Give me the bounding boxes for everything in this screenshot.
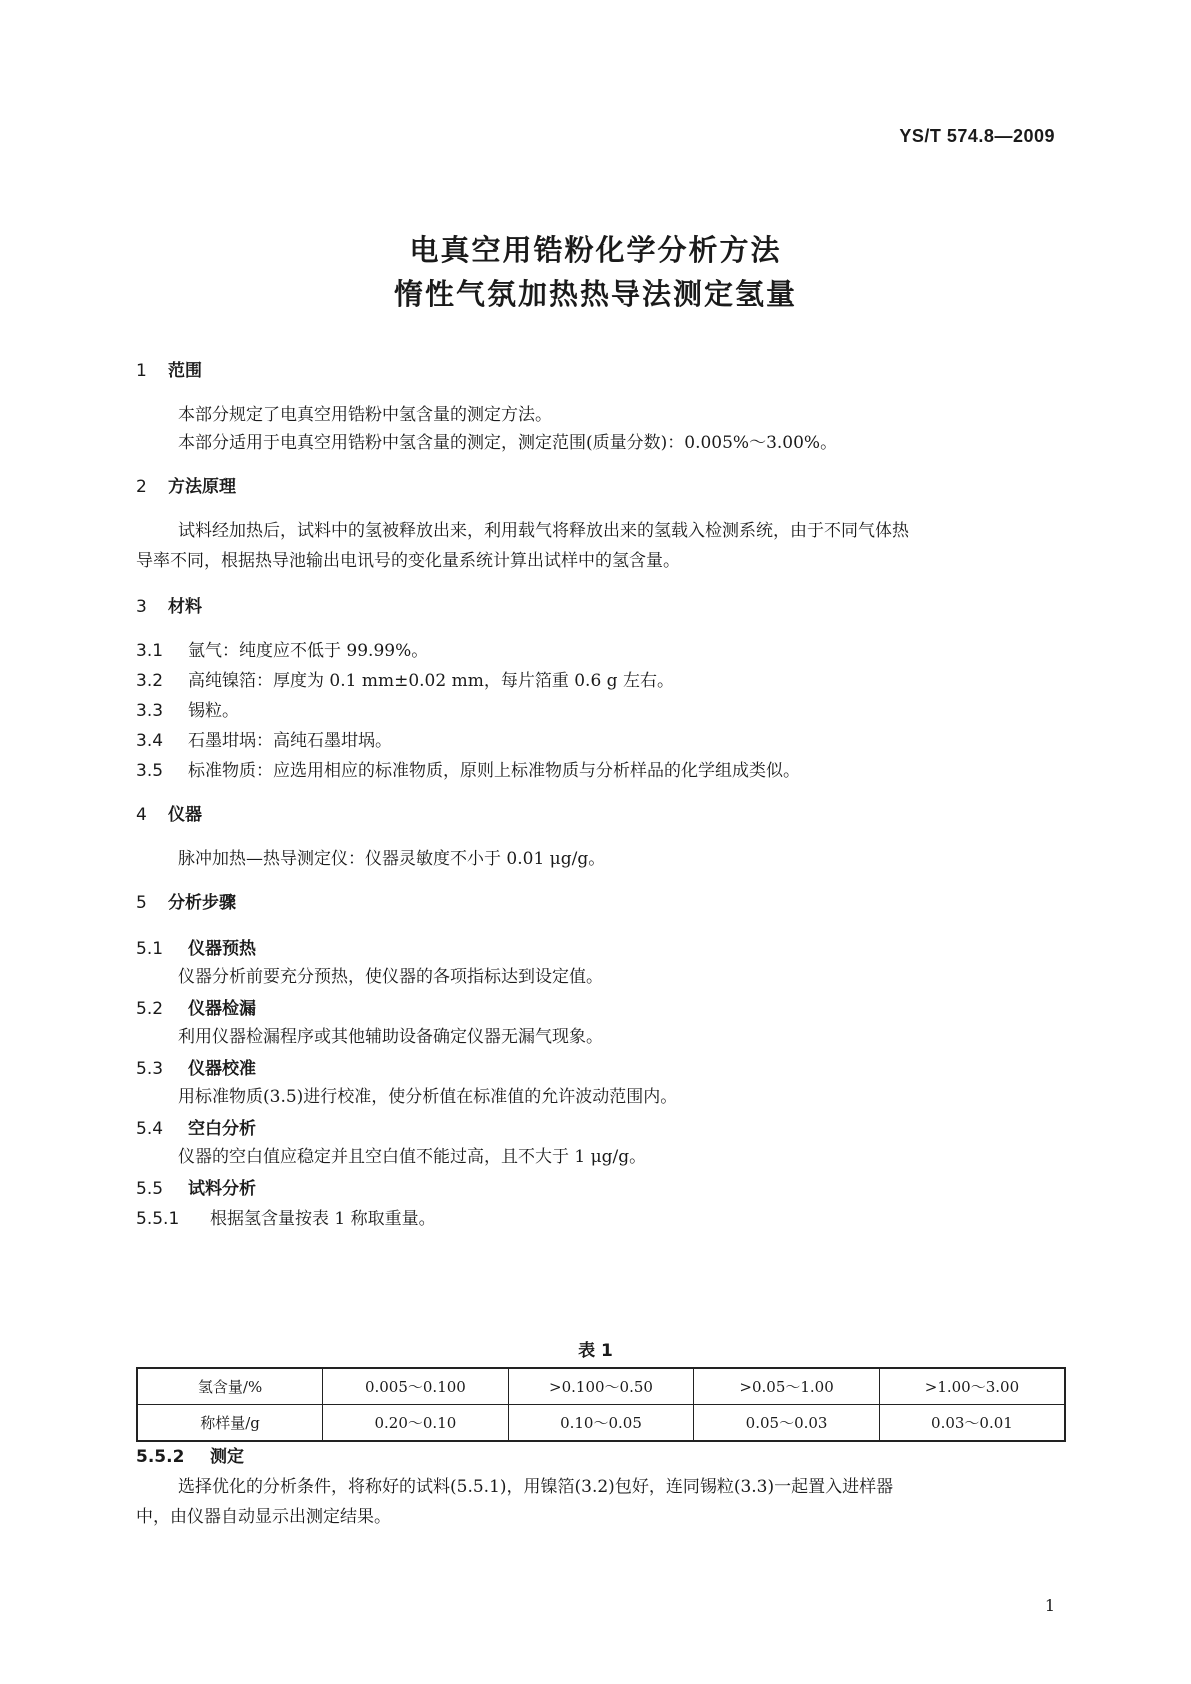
section-4-paragraph: 脉冲加热—热导测定仪：仪器灵敏度不小于 0.01 μg/g。 (178, 849, 606, 869)
subsection-5-1-heading (136, 934, 256, 959)
table-cell: >0.100～0.50 (508, 1368, 694, 1405)
subsection-number: 5.5.2 (136, 1447, 185, 1467)
subsection-5-2-heading (136, 994, 256, 1019)
subsection-5-5-2-line-1: 选择优化的分析条件，将称好的试料(5.5.1)，用镍箔(3.2)包好，连同锡粒(3.3)一起置入进样器 (178, 1477, 894, 1497)
subsection-title: 仪器检漏 (188, 999, 256, 1019)
table-row (137, 1368, 1065, 1405)
item-text: 高纯镍箔：厚度为 0.1 mm±0.02 mm，每片箔重 0.6 g 左右。 (188, 671, 674, 691)
section-1-paragraph-1: 本部分规定了电真空用锆粉中氢含量的测定方法。 (178, 405, 552, 425)
item-text: 锡粒。 (188, 701, 239, 721)
subsection-title: 试料分析 (188, 1179, 256, 1199)
table-cell: 称样量/g (137, 1405, 323, 1442)
section-title: 方法原理 (168, 477, 236, 497)
document-code: YS/T 574.8—2009 (899, 126, 1055, 146)
subsection-number: 5.1 (136, 939, 164, 959)
section-number: 1 (136, 361, 147, 381)
item-text: 石墨坩埚：高纯石墨坩埚。 (188, 731, 392, 751)
section-1-paragraph-2: 本部分适用于电真空用锆粉中氢含量的测定，测定范围(质量分数)：0.005%～3.00%。 (178, 433, 838, 453)
subsection-5-4-heading (136, 1114, 256, 1139)
section-number: 4 (136, 805, 147, 825)
page-number: 1 (1044, 1596, 1055, 1615)
subsection-5-5-2-line-2: 中，由仪器自动显示出测定结果。 (136, 1507, 391, 1527)
table-cell: 0.05～0.03 (694, 1405, 880, 1442)
subsection-5-1-text: 仪器分析前要充分预热，使仪器的各项指标达到设定值。 (178, 967, 603, 987)
subsection-5-2-text: 利用仪器检漏程序或其他辅助设备确定仪器无漏气现象。 (178, 1027, 603, 1047)
section-title: 范围 (168, 361, 202, 381)
subsection-number: 5.5 (136, 1179, 164, 1199)
section-number: 3 (136, 597, 147, 617)
section-1-heading (136, 356, 202, 381)
sample-mass-table (136, 1367, 1066, 1442)
table-caption: 表 1 (578, 1341, 613, 1361)
title-line-2: 惰性气氛加热热导法测定氢量 (393, 277, 797, 311)
subsection-5-3-heading (136, 1054, 256, 1079)
section-3-heading (136, 592, 202, 617)
section-2-paragraph-line-1: 试料经加热后，试料中的氢被释放出来，利用载气将释放出来的氢载入检测系统，由于不同气体热 (178, 521, 909, 541)
subsection-text: 根据氢含量按表 1 称取重量。 (210, 1209, 436, 1229)
table-cell: >1.00～3.00 (879, 1368, 1065, 1405)
subsection-number: 5.5.1 (136, 1209, 180, 1229)
subsection-5-5-2-heading (136, 1442, 244, 1467)
section-2-paragraph-line-2: 导率不同，根据热导池输出电讯号的变化量系统计算出试样中的氢含量。 (136, 551, 680, 571)
item-number: 3.3 (136, 701, 164, 721)
subsection-title: 空白分析 (188, 1119, 256, 1139)
item-number: 3.2 (136, 671, 164, 691)
material-item (136, 726, 392, 751)
subsection-5-3-text: 用标准物质(3.5)进行校准，使分析值在标准值的允许波动范围内。 (178, 1087, 678, 1107)
subsection-title: 仪器预热 (188, 939, 256, 959)
material-item (136, 666, 674, 691)
table-cell: 0.10～0.05 (508, 1405, 694, 1442)
section-number: 2 (136, 477, 147, 497)
section-title: 仪器 (168, 805, 202, 825)
section-number: 5 (136, 893, 147, 913)
subsection-number: 5.2 (136, 999, 164, 1019)
item-number: 3.5 (136, 761, 164, 781)
subsection-5-5-1 (136, 1204, 436, 1229)
section-2-heading (136, 472, 236, 497)
section-5-heading (136, 888, 236, 913)
table-cell: >0.05～1.00 (694, 1368, 880, 1405)
table-cell: 0.20～0.10 (323, 1405, 509, 1442)
subsection-title: 测定 (210, 1447, 244, 1467)
item-text: 标准物质：应选用相应的标准物质，原则上标准物质与分析样品的化学组成类似。 (188, 761, 800, 781)
subsection-number: 5.4 (136, 1119, 164, 1139)
subsection-5-4-text: 仪器的空白值应稳定并且空白值不能过高，且不大于 1 μg/g。 (178, 1147, 647, 1167)
subsection-number: 5.3 (136, 1059, 164, 1079)
section-title: 材料 (168, 597, 202, 617)
table-cell: 氢含量/% (137, 1368, 323, 1405)
title-line-1: 电真空用锆粉化学分析方法 (409, 233, 782, 267)
section-title: 分析步骤 (168, 893, 236, 913)
item-number: 3.4 (136, 731, 164, 751)
material-item (136, 696, 239, 721)
item-text: 氩气：纯度应不低于 99.99%。 (188, 641, 429, 661)
subsection-title: 仪器校准 (188, 1059, 256, 1079)
section-4-heading (136, 800, 202, 825)
table-cell: 0.03～0.01 (879, 1405, 1065, 1442)
material-item (136, 636, 428, 661)
table-cell: 0.005～0.100 (323, 1368, 509, 1405)
subsection-5-5-heading (136, 1174, 256, 1199)
table-row (137, 1405, 1065, 1442)
material-item (136, 756, 800, 781)
item-number: 3.1 (136, 641, 164, 661)
